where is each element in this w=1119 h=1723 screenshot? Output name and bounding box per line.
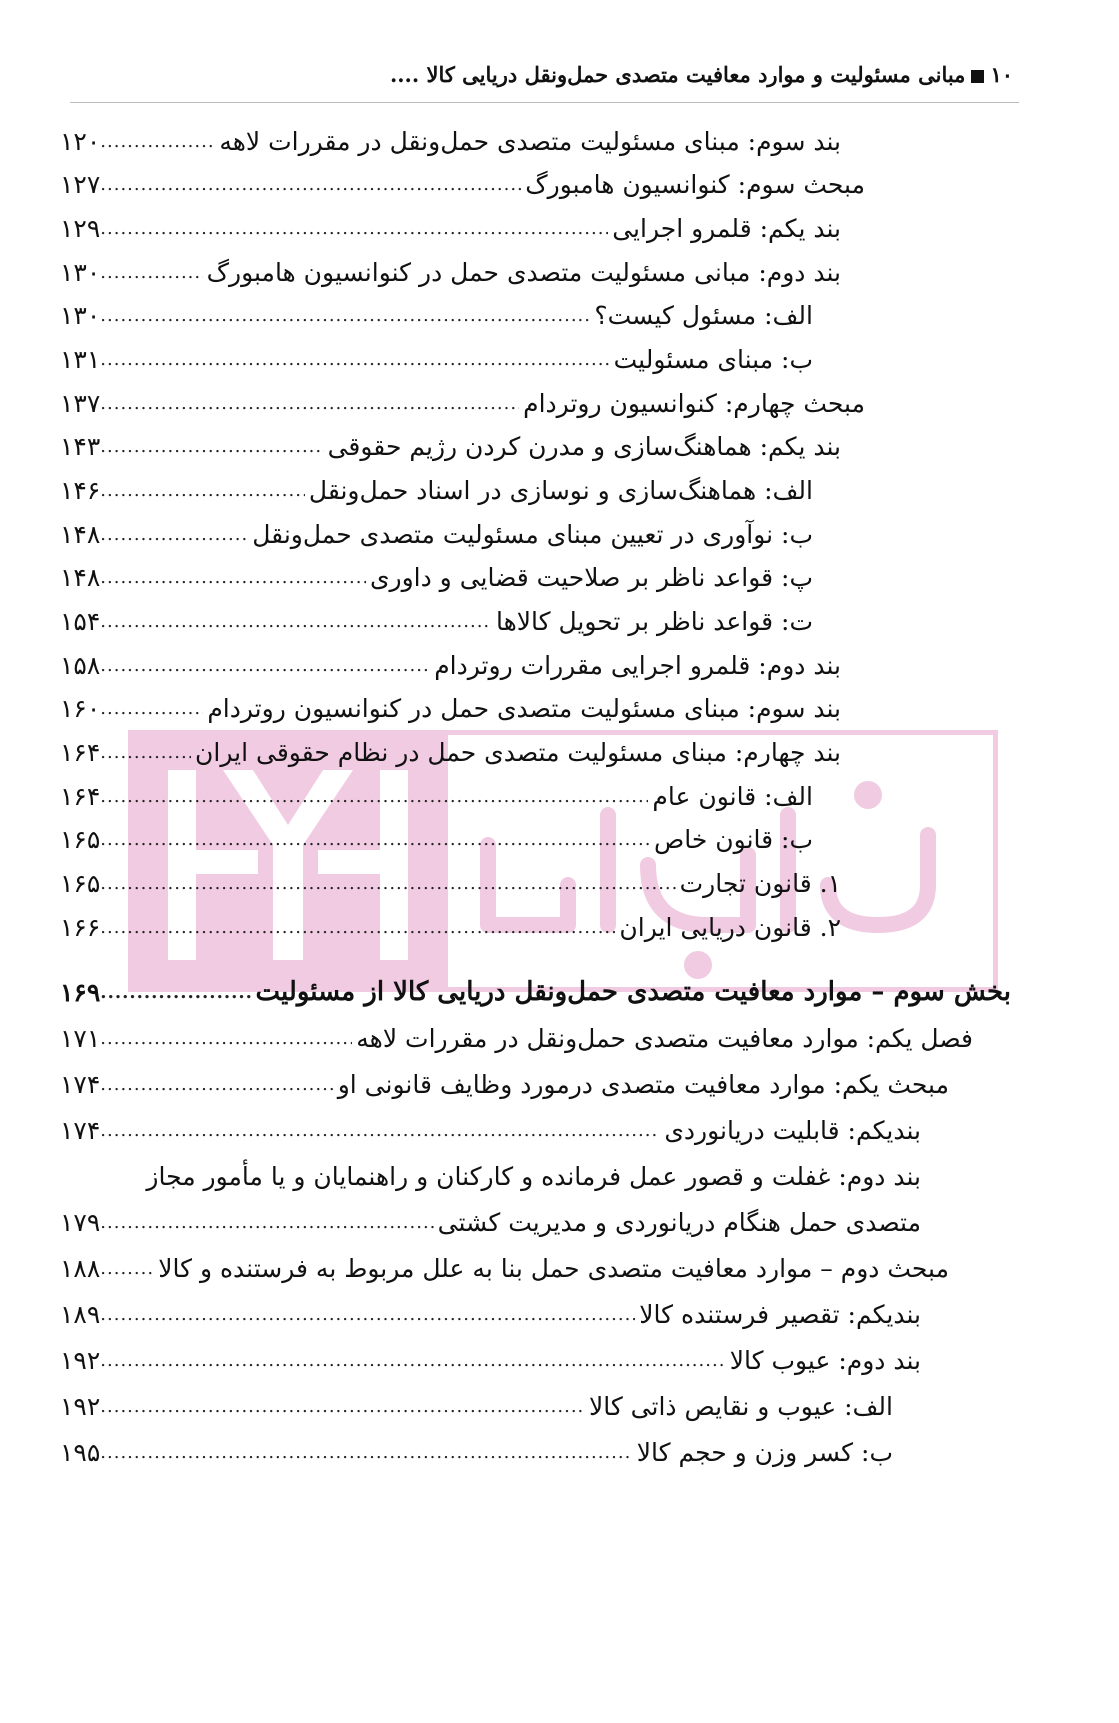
toc-entry-page: ۱۳۰ [60,300,101,330]
toc-entry-page: ۱۸۸ [60,1253,101,1283]
toc-entry-page: ۱۸۹ [60,1299,101,1329]
toc-entry-page: ۱۷۱ [60,1023,101,1053]
toc-entry [60,643,841,687]
toc-entry [60,905,841,949]
toc-entry [60,119,841,163]
header-page-number: ۱۰ [990,62,1013,87]
toc-leader-dots [100,742,191,763]
toc-entry-page: ۱۶۵ [60,868,101,898]
toc-entry [60,1016,973,1060]
toc-leader-dots [100,873,675,894]
toc-entry-title: بند سوم: مبنای مسئولیت متصدی حمل‌ونقل در مقررات لاهه [219,126,841,156]
toc-entry-page: ۱۴۸ [60,562,101,592]
toc-leader-dots [100,131,215,152]
square-bullet-icon [971,70,984,83]
toc-leader-dots [100,1350,725,1371]
toc-entry-page: ۱۵۴ [60,606,101,636]
toc-entry [60,1338,921,1382]
toc-leader-dots [100,1304,635,1325]
toc-leader-dots [100,524,248,545]
toc-entry-title: ب: کسر وزن و حجم کالا [636,1437,893,1467]
toc-entry [60,424,841,468]
toc-entry [60,1384,893,1428]
toc-leader-dots [100,567,366,588]
toc-entry-page: ۱۲۹ [60,213,101,243]
toc-leader-dots [100,1028,352,1049]
toc-leader-dots [100,1258,154,1279]
toc-entry [60,774,813,818]
toc-leader-dots [100,1396,585,1417]
toc-entry [60,599,813,643]
toc-entry-page: ۱۳۷ [60,388,101,418]
toc-entry [60,512,813,556]
toc-entry-line1 [60,1154,921,1198]
toc-leader-dots [100,436,323,457]
toc-leader-dots [100,218,608,239]
toc-leader-dots [100,349,609,370]
toc-leader-dots [100,1442,632,1463]
toc-part-heading [60,970,1011,1014]
toc-entry [60,162,865,206]
toc-entry-title: ب: نوآوری در تعیین مبنای مسئولیت متصدی حمل‌ونقل [252,519,813,549]
toc-entry-page: ۱۳۱ [60,344,101,374]
toc-entry-page: ۱۵۸ [60,650,101,680]
toc-entry-page: ۱۶۴ [60,737,101,767]
toc-leader-dots [100,611,492,632]
toc-entry-page: ۱۶۰ [60,693,101,723]
toc-entry [60,861,841,905]
toc-entry [60,1292,921,1336]
toc-entry [60,1062,949,1106]
toc-entry-title: بند دوم: قلمرو اجرایی مقررات روتردام [434,650,841,680]
toc-entry-title: بند دوم: مبانی مسئولیت متصدی حمل در کنوانسیون هامبورگ [206,257,841,287]
toc-entry [60,250,841,294]
toc-entry-title: ت: قواعد ناظر بر تحویل کالاها [495,606,813,636]
toc-leader-dots [100,1074,333,1095]
toc-entry-page: ۱۶۶ [60,912,101,942]
toc-entry [60,1200,921,1244]
toc-entry-title: الف: عیوب و نقایص ذاتی کالا [588,1391,893,1421]
toc-entry-title: متصدی حمل هنگام دریانوردی و مدیریت کشتی [437,1207,921,1237]
toc-leader-dots [100,786,648,807]
toc-entry-title: ۲. قانون دریایی ایران [619,912,841,942]
toc-entry-page: ۱۲۰ [60,126,101,156]
toc-entry [60,686,841,730]
toc-entry-title: الف: مسئول کیست؟ [594,300,813,330]
toc-entry-title: مبحث یکم: موارد معافیت متصدی درمورد وظایف قانونی او [337,1069,949,1099]
header-rule [70,102,1019,103]
toc-entry-title: بندیکم: قابلیت دریانوردی [664,1115,921,1145]
toc-leader-dots [100,829,650,850]
toc-entry-page: ۱۷۹ [60,1207,101,1237]
toc-entry-page: ۱۶۴ [60,781,101,811]
toc-entry-page: ۱۶۵ [60,824,101,854]
toc-entry-title: بند دوم: غفلت و قصور عمل فرمانده و کارکنان و راهنمایان و یا مأمور مجاز [146,1161,921,1191]
toc-entry [60,206,841,250]
toc-entry-title: مبحث چهارم: کنوانسیون روتردام [523,388,865,418]
toc-entry [60,1246,949,1290]
toc-entry-page: ۱۴۶ [60,475,101,505]
toc-entry-page: ۱۶۹ [60,977,101,1007]
toc-entry-title: بند دوم: عیوب کالا [729,1345,921,1375]
toc-entry-title: الف: قانون عام [652,781,813,811]
toc-entry [60,1108,921,1152]
toc-leader-dots [100,262,202,283]
toc-entry-page: ۱۳۰ [60,257,101,287]
toc-entry-title: الف: هماهنگ‌سازی و نوسازی در اسناد حمل‌ونقل [308,475,813,505]
toc-leader-dots [100,393,519,414]
toc-entry [60,1430,893,1474]
toc-entry-title: پ: قواعد ناظر بر صلاحیت قضایی و داوری [369,562,813,592]
running-header [300,62,1013,87]
toc-entry-page: ۱۴۸ [60,519,101,549]
toc-entry-title: بند چهارم: مبنای مسئولیت متصدی حمل در نظام حقوقی ایران [195,737,841,767]
toc-entry [60,555,813,599]
toc-leader-dots [100,655,430,676]
toc-entry-title: بندیکم: تقصیر فرستنده کالا [639,1299,921,1329]
toc-leader-dots [100,698,203,719]
toc-entry-title: بخش سوم – موارد معافیت متصدی حمل‌ونقل دریایی کالا از مسئولیت [255,977,1011,1007]
toc-entry-page: ۱۹۵ [60,1437,101,1467]
toc-leader-dots [100,1212,433,1233]
toc-entry [60,817,813,861]
toc-entry-title: مبحث سوم: کنوانسیون هامبورگ [525,169,865,199]
toc-entry-page: ۱۷۴ [60,1069,101,1099]
toc-entry [60,381,865,425]
toc-leader-dots [100,982,251,1003]
toc-entry [60,293,813,337]
toc-entry [60,468,813,512]
toc-entry-title: بند سوم: مبنای مسئولیت متصدی حمل در کنوانسیون روتردام [207,693,841,723]
toc-entry-title: ۱. قانون تجارت [679,868,841,898]
toc-leader-dots [100,305,590,326]
toc-entry-page: ۱۷۴ [60,1115,101,1145]
toc-entry-page: ۱۲۷ [60,169,101,199]
toc-leader-dots [100,1120,660,1141]
toc-entry-title: فصل یکم: موارد معافیت متصدی حمل‌ونقل در مقررات لاهه [356,1023,973,1053]
toc-entry-title: بند یکم: هماهنگ‌سازی و مدرن کردن رژیم حقوقی [327,431,841,461]
header-running-title: مبانی مسئولیت و موارد معافیت متصدی حمل‌ونقل دریایی کالا .... [389,62,966,87]
toc-leader-dots [100,917,615,938]
toc-entry-title: ب: قانون خاص [654,824,813,854]
toc-entry-title: مبحث دوم – موارد معافیت متصدی حمل بنا به علل مربوط به فرستنده و کالا [158,1253,949,1283]
toc-entry-title: ب: مبنای مسئولیت [613,344,813,374]
toc-entry-page: ۱۹۲ [60,1391,101,1421]
toc-entry-page: ۱۹۲ [60,1345,101,1375]
toc-leader-dots [100,174,521,195]
toc-entry-title: بند یکم: قلمرو اجرایی [612,213,841,243]
toc-entry [60,730,841,774]
toc-leader-dots [100,480,305,501]
toc-entry [60,337,813,381]
toc-entry-page: ۱۴۳ [60,431,101,461]
